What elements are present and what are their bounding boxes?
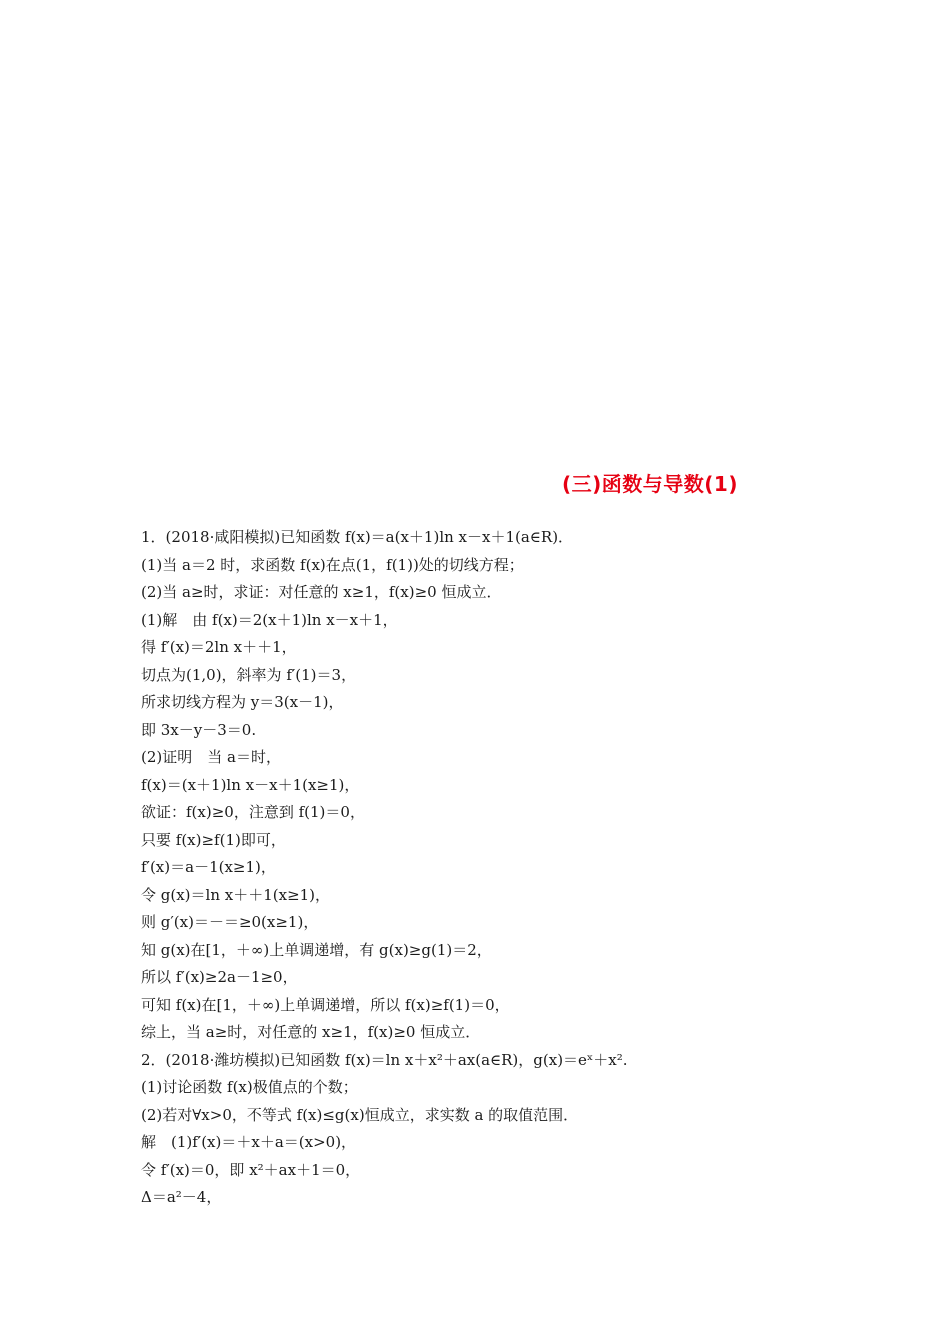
text-line: 知 g(x)在[1，＋∞)上单调递增，有 g(x)≥g(1)＝2，: [141, 940, 492, 959]
text-line: 所求切线方程为 y＝3(x－1)，: [141, 693, 344, 711]
text-line: (2)若对∀x>0，不等式 f(x)≤g(x)恒成立，求实数 a 的取值范围．: [141, 1105, 579, 1124]
text-line: (1)解 由 f(x)＝2(x＋1)ln x－x＋1，: [141, 610, 398, 629]
text-line: f′(x)＝a－1(x≥1)，: [141, 858, 276, 876]
text-line: 令 g(x)＝ln x＋＋1(x≥1)，: [141, 885, 331, 904]
text-line: 1．(2018·咸阳模拟)已知函数 f(x)＝a(x＋1)ln x－x＋1(a∈R)．: [141, 528, 574, 546]
text-line: 解 (1)f′(x)＝＋x＋a＝(x>0)，: [141, 1133, 357, 1151]
text-line: Δ＝a²－4，: [141, 1188, 222, 1206]
text-line: 所以 f′(x)≥2a－1≥0，: [141, 968, 298, 986]
section-title: (三)函数与导数(1): [562, 472, 738, 496]
text-line: (2)证明 当 a＝时，: [141, 748, 281, 766]
text-line: (1)讨论函数 f(x)极值点的个数；: [141, 1078, 358, 1096]
text-line: (1)当 a＝2 时，求函数 f(x)在点(1，f(1))处的切线方程；: [141, 555, 524, 574]
text-line: (2)当 a≥时，求证：对任意的 x≥1，f(x)≥0 恒成立．: [141, 583, 502, 601]
text-line: f(x)＝(x＋1)ln x－x＋1(x≥1)，: [141, 775, 360, 794]
text-line: 令 f′(x)＝0，即 x²＋ax＋1＝0，: [141, 1160, 361, 1179]
text-line: 切点为(1,0)，斜率为 f′(1)＝3，: [141, 665, 357, 684]
text-line: 即 3x－y－3＝0.: [141, 720, 257, 739]
text-line: 可知 f(x)在[1，＋∞)上单调递增，所以 f(x)≥f(1)＝0，: [141, 995, 510, 1014]
text-line: 则 g′(x)＝－＝≥0(x≥1)，: [141, 913, 319, 931]
document-body: [141, 524, 821, 1212]
text-line: 只要 f(x)≥f(1)即可，: [141, 830, 286, 849]
text-line: 综上，当 a≥时，对任意的 x≥1，f(x)≥0 恒成立．: [141, 1023, 481, 1041]
text-line: 欲证：f(x)≥0，注意到 f(1)＝0，: [141, 803, 365, 821]
text-line: 得 f′(x)＝2ln x＋＋1，: [141, 638, 297, 656]
text-line: 2．(2018·潍坊模拟)已知函数 f(x)＝ln x＋x²＋ax(a∈R)，g(x)＝eˣ＋x².: [141, 1050, 628, 1069]
